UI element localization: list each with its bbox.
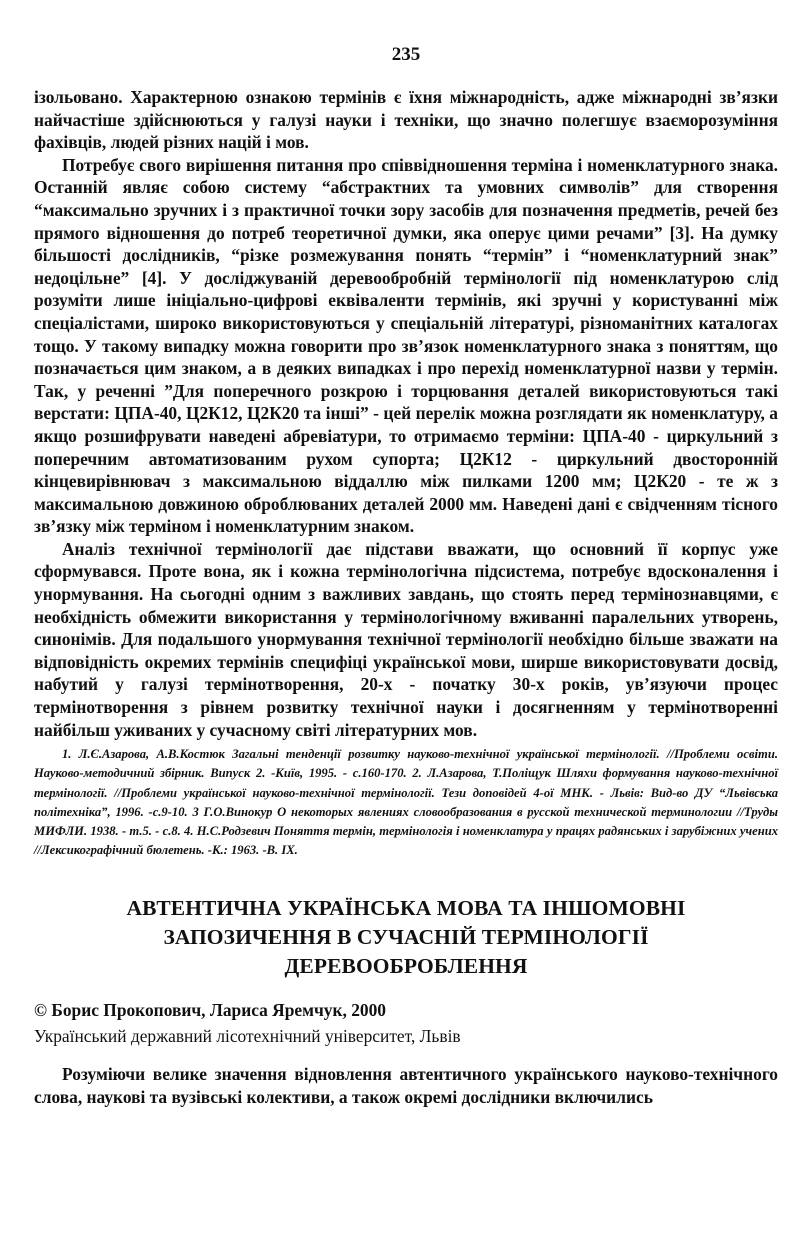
references-list: 1. Л.Є.Азарова, А.В.Костюк Загальні тенденції розвитку науково-технічної української термінології. //Проблеми освіти. Науково-методичний збірник. Випуск 2. -Київ, 1995. - с.160-170. 2. Л.Азарова, Т.Поліщук Шляхи формування науково-технічної термінології. //Проблеми української науково-технічної термінології. Тези доповідей 4-ої МНК. - Львів: Вид-во ДУ “Львівська політехніка”, 1996. -с.9-10. 3 Г.О.Винокур О некоторых явлениях словообразования в русской технической терминологии //Труды МИФЛИ. 1938. - т.5. - с.8. 4. Н.С.Родзевич Поняття термін, термінологія і номенклатура у працях радянських і зарубіжних учених //Лексикографічний бюлетень. -К.: 1963. -В. IX.	[34, 747, 778, 858]
article-authors: © Борис Прокопович, Лариса Яремчук, 2000	[34, 1000, 386, 1021]
article-lead-paragraph: Розуміючи велике значення відновлення автентичного українського науково-технічного слова, наукові та вузівські колективи, а також окремі дослідники включились	[34, 1064, 778, 1108]
page-number: 235	[391, 44, 421, 65]
paragraph-continuation: ізольовано. Характерною ознакою термінів є їхня міжнародність, адже міжнародні зв’язки найчастіше здійснюються у галузі науки і техніки, що значно полегшує взаєморозуміння фахівців, людей різних націй і мов.	[34, 87, 778, 153]
paragraph-nomenclature: Потребує свого вирішення питання про співвідношення терміна і номенклатурного знака. Останній являє собою систему “абстрактних та умовних символів” для створення “максимально зручних і з практичної точки зору засобів для позначення предметів, речей без прямого відношення до потреб теоретичної думки, яка оперує цими речами” [3]. На думку більшості дослідників, “різке розмежування понять “термін” і “номенклатурний знак” недоцільне” [4]. У досліджуваній деревообробній термінології під номенклатурою слід розуміти лише ініціально-цифрові еквіваленти термінів, які зручні у користуванні між спеціалістами, широко використовуються у спеціальній літературі, різноманітних каталогах тощо. У такому випадку можна говорити про зв’язок номенклатурного знака з поняттям, що позначається цим знаком, а в деяких випадках і про перехід номенклатурної назви у термін. Так, у реченні ”Для поперечного розкрою і торцювання деталей використовуються такі верстати: ЦПА-40, Ц2К12, Ц2К20 та інші” - цей перелік можна розглядати як номенклатуру, а якщо розшифрувати наведені абревіатури, то отримаємо терміни: ЦПА-40 - циркульний з поперечним автоматизованим рухом супорта; Ц2К12 - циркульний двосторонній кінцевирівнювач з максимальною віддаллю між пилками 1200 мм; Ц2К20 - те ж з максимальною довжиною оброблюваних деталей 2000 мм. Наведені дані є свідченням тісного зв’язку між терміном і номенклатурним знаком.	[34, 154, 778, 537]
article-title-line-1: АВТЕНТИЧНА УКРАЇНСЬКА МОВА ТА ІНШОМОВНІ	[126, 896, 686, 921]
article-title	[34, 894, 778, 981]
document-page	[34, 44, 778, 1109]
article-affiliation: Український державний лісотехнічний університет, Львів	[34, 1026, 461, 1047]
article-title-line-3: ДЕРЕВООБРОБЛЕННЯ	[284, 954, 528, 979]
article-title-line-2: ЗАПОЗИЧЕННЯ В СУЧАСНІЙ ТЕРМІНОЛОГІЇ	[163, 925, 649, 950]
paragraph-analysis: Аналіз технічної термінології дає підстави вважати, що основний її корпус уже сформувався. Проте вона, як і кожна термінологічна підсистема, потребує вдосконалення і унормування. На сьогодні одним з важливих завдань, що стоять перед термінознавцями, є необхідність обмежити використання у термінологічному вживанні паралельних утворень, синонімів. Для подальшого унормування технічної термінології необхідно більше зважати на відповідність окремих термінів специфіці української мови, ширше використовувати досвід, набутий у галузі термінотворення, 20-х - початку 30-х років, ув’язуючи процес термінотворення з рівнем розвитку технічної науки і досягненням у термінотворенні найбільш уживаних у сучасному світі літературних мов.	[34, 538, 778, 740]
